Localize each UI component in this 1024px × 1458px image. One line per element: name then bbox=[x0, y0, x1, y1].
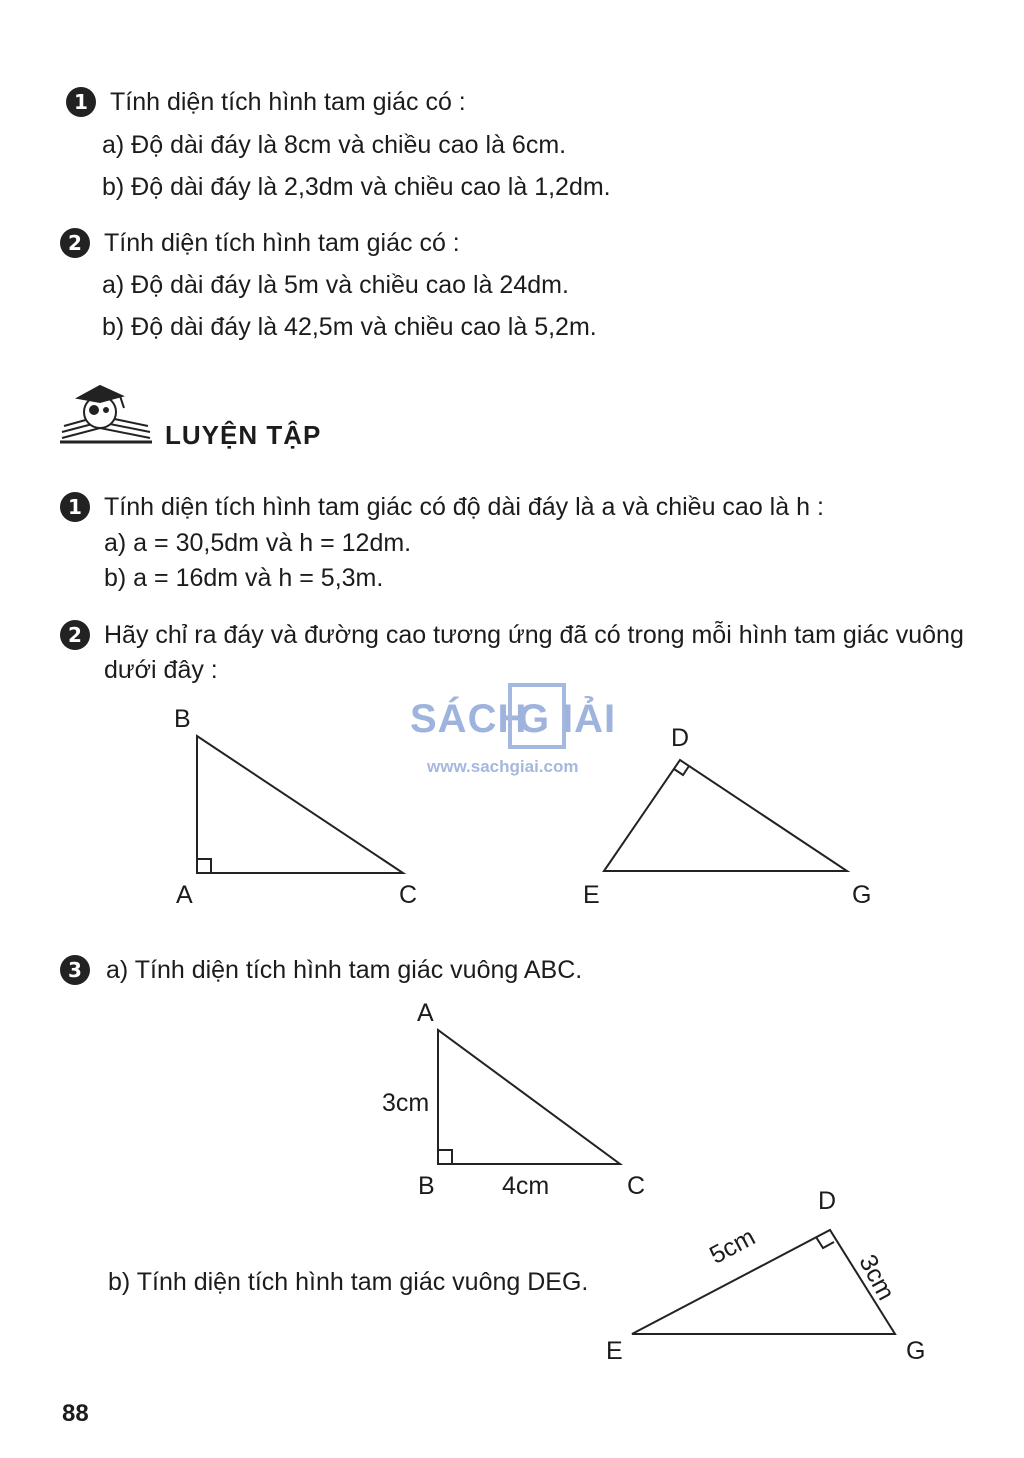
exercise-1-part-a: a) Độ dài đáy là 8cm và chiều cao là 6cm. bbox=[102, 131, 567, 159]
exercise-2-title: Tính diện tích hình tam giác có : bbox=[104, 229, 460, 257]
label-vertex-g: G bbox=[852, 881, 872, 909]
practice-2-line-1: Hãy chỉ ra đáy và đường cao tương ứng đã có trong mỗi hình tam giác vuông bbox=[104, 621, 964, 649]
label-vertex-d: D bbox=[671, 724, 690, 752]
label-3b-side-ed: 5cm bbox=[705, 1222, 760, 1270]
triangle-abc-3a-figure bbox=[438, 1030, 620, 1164]
practice-1-number: 1 bbox=[60, 492, 90, 522]
triangle-deg-figure bbox=[604, 760, 847, 871]
label-vertex-b: B bbox=[174, 705, 191, 733]
watermark-brand-mid: G bbox=[518, 697, 551, 741]
label-vertex-e: E bbox=[583, 881, 600, 909]
practice-3-part-a: a) Tính diện tích hình tam giác vuông ABC. bbox=[106, 956, 583, 984]
practice-1-title: Tính diện tích hình tam giác có độ dài đáy là a và chiều cao là h : bbox=[104, 493, 824, 521]
practice-1-part-b: b) a = 16dm và h = 5,3m. bbox=[104, 564, 384, 592]
exercise-2-part-a: a) Độ dài đáy là 5m và chiều cao là 24dm. bbox=[102, 271, 569, 299]
watermark-url: www.sachgiai.com bbox=[427, 757, 579, 776]
label-vertex-a: A bbox=[176, 881, 193, 909]
practice-3-part-b: b) Tính diện tích hình tam giác vuông DEG. bbox=[108, 1268, 589, 1296]
label-vertex-c: C bbox=[399, 881, 418, 909]
label-3a-side-ab: 3cm bbox=[382, 1089, 430, 1117]
watermark-brand-right: IẢI bbox=[562, 697, 617, 741]
label-3b-vertex-e: E bbox=[606, 1337, 623, 1365]
label-3a-vertex-c: C bbox=[627, 1172, 646, 1200]
label-3b-vertex-g: G bbox=[906, 1337, 926, 1365]
exercise-2-number: 2 bbox=[60, 228, 90, 258]
triangle-abc-figure bbox=[197, 736, 403, 873]
section-title-practice: LUYỆN TẬP bbox=[165, 420, 322, 450]
page-number: 88 bbox=[62, 1400, 89, 1427]
label-3a-vertex-a: A bbox=[417, 999, 434, 1027]
label-3a-vertex-b: B bbox=[418, 1172, 435, 1200]
label-3a-side-bc: 4cm bbox=[502, 1172, 550, 1200]
practice-2-line-2: dưới đây : bbox=[104, 656, 218, 684]
watermark-brand-left: SÁCH bbox=[410, 697, 528, 741]
exercise-1-part-b: b) Độ dài đáy là 2,3dm và chiều cao là 1,2dm. bbox=[102, 173, 611, 201]
label-3b-vertex-d: D bbox=[818, 1187, 837, 1215]
practice-1-part-a: a) a = 30,5dm và h = 12dm. bbox=[104, 529, 412, 557]
exercise-2-part-b: b) Độ dài đáy là 42,5m và chiều cao là 5,2m. bbox=[102, 313, 597, 341]
practice-3-number: 3 bbox=[60, 955, 90, 985]
practice-2-number: 2 bbox=[60, 620, 90, 650]
label-3b-side-dg: 3cm bbox=[853, 1250, 901, 1305]
triangle-deg-3b-figure bbox=[632, 1230, 895, 1334]
exercise-1-title: Tính diện tích hình tam giác có : bbox=[110, 88, 466, 116]
student-reading-icon bbox=[60, 386, 152, 442]
exercise-1-number: 1 bbox=[66, 87, 96, 117]
